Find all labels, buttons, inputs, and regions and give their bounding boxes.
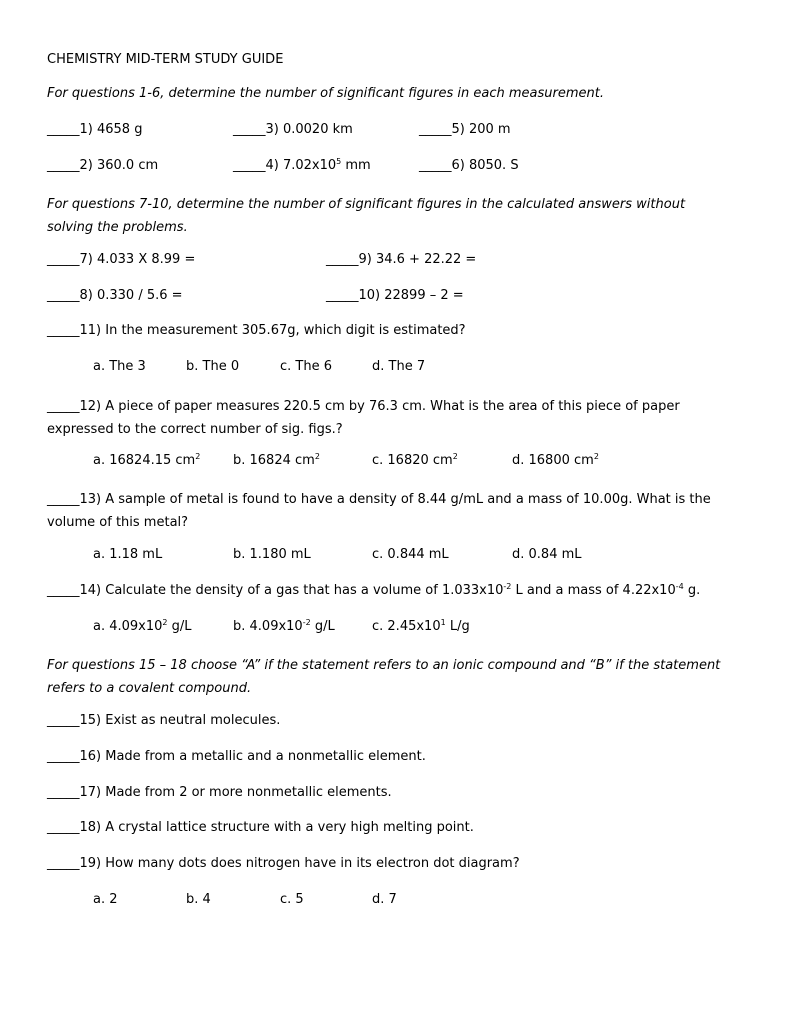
instruction-1-6: For questions 1-6, determine the number of significant figures in each measurement. (47, 86, 604, 101)
instruction-15-18: For questions 15 – 18 choose “A” if the statement refers to an ionic compound and “B” if the statement refers to a covalent compound. (47, 658, 721, 696)
question-1: _____1) 4658 g (47, 122, 143, 137)
question-13: _____13) A sample of metal is found to have a density of 8.44 g/mL and a mass of 10.00g. What is the volume of this metal? (47, 492, 711, 530)
question-12-choice-d: d. 16800 $cm^2$ (512, 452, 599, 468)
question-17: _____17) Made from 2 or more nonmetallic elements. (47, 785, 392, 800)
instruction-7-10: For questions 7-10, determine the number of significant figures in the calculated answers without solving the problems. (47, 197, 686, 235)
question-9: _____9) 34.6 + 22.22 = (326, 252, 477, 267)
question-14-choice-a: a. $4.09x10^2$ g/L (93, 618, 192, 634)
question-14-choice-c: c. $2.45x10^1$ L/g (372, 618, 470, 634)
question-19: _____19) How many dots does nitrogen have in its electron dot diagram? (47, 856, 520, 871)
question-7: _____7) 4.033 X 8.99 = (47, 252, 196, 267)
question-12: _____12) A piece of paper measures 220.5 cm by 76.3 cm. What is the area of this piece of paper expressed to the correct number of sig. figs.? (47, 399, 680, 437)
question-12-choice-b: b. 16824 $cm^2$ (233, 452, 320, 468)
question-11-choice-a: a. The 3 (93, 359, 146, 374)
question-8: _____8) 0.330 / 5.6 = (47, 288, 183, 303)
question-16: _____16) Made from a metallic and a nonmetallic element. (47, 749, 426, 764)
question-15: _____15) Exist as neutral molecules. (47, 713, 281, 728)
question-13-choice-b: b. 1.180 mL (233, 547, 311, 562)
question-13-choice-d: d. 0.84 mL (512, 547, 582, 562)
question-19-choice-c: c. 5 (280, 892, 304, 907)
question-11-choice-b: b. The 0 (186, 359, 240, 374)
question-3: _____3) 0.0020 km (233, 122, 353, 137)
question-14: _____14) Calculate the density of a gas that has a volume of $1.033x10^{-2}$ L and a mass of $4.22x10^{-4}$ g. (47, 582, 701, 598)
question-12-choice-c: c. 16820 $cm^2$ (372, 452, 458, 468)
question-11: _____11) In the measurement 305.67g, which digit is estimated? (47, 323, 466, 338)
question-19-choice-d: d. 7 (372, 892, 397, 907)
page-title: CHEMISTRY MID-TERM STUDY GUIDE (47, 52, 284, 67)
question-19-choice-a: a. 2 (93, 892, 118, 907)
question-11-choice-d: d. The 7 (372, 359, 426, 374)
question-11-choice-c: c. The 6 (280, 359, 332, 374)
question-19-choice-b: b. 4 (186, 892, 211, 907)
question-2: _____2) 360.0 cm (47, 158, 159, 173)
question-4: _____4) $7.02x10^5$ mm (233, 157, 371, 173)
question-13-choice-a: a. 1.18 mL (93, 547, 163, 562)
question-6: _____6) 8050. S (419, 158, 519, 173)
question-12-choice-a: a. 16824.15 $cm^2$ (93, 452, 201, 468)
question-10: _____10) 22899 – 2 = (326, 288, 464, 303)
question-18: _____18) A crystal lattice structure with a very high melting point. (47, 820, 474, 835)
question-14-choice-b: b. $4.09x10^{-2}$ g/L (233, 618, 335, 634)
question-13-choice-c: c. 0.844 mL (372, 547, 449, 562)
question-5: _____5) 200 m (419, 122, 511, 137)
